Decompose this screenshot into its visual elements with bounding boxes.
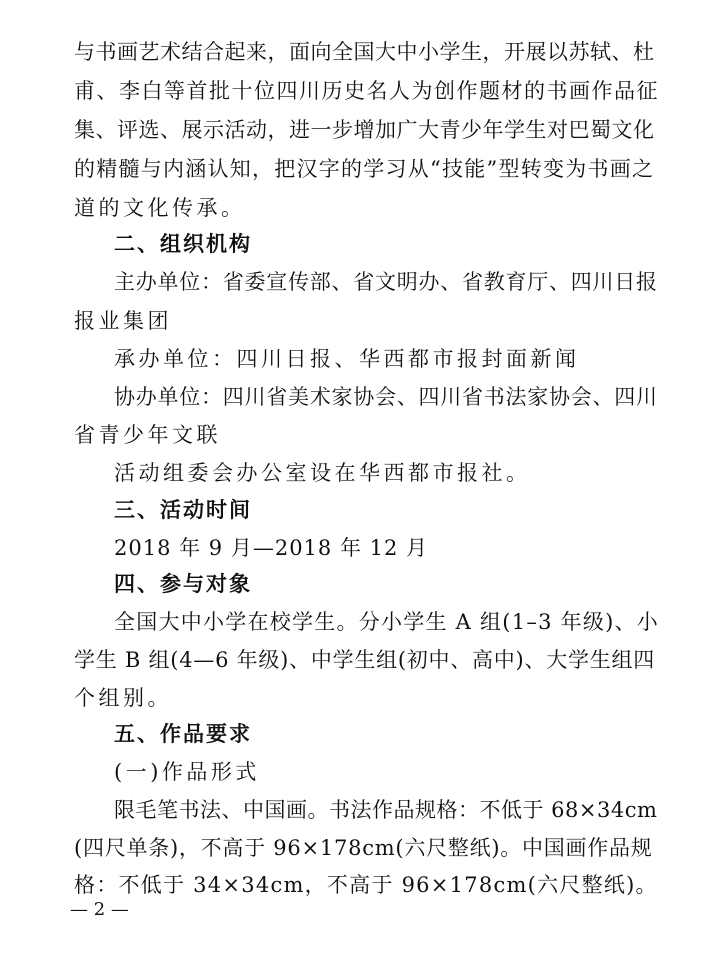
requirements-line-1: 限毛笔书法、中国画。书法作品规格：不低于 68×34cm xyxy=(114,798,658,822)
requirements-line-2: (四尺单条)，不高于 96×178cm(六尺整纸)。中国画作品规 xyxy=(74,836,653,860)
host-line-2: 报业集团 xyxy=(74,309,172,333)
co-organizer-line-2: 省青少年文联 xyxy=(74,423,221,447)
office-line: 活动组委会办公室设在华西都市报社。 xyxy=(114,461,531,485)
participants-line-3: 个组别。 xyxy=(74,686,172,710)
intro-line-2: 甫、李白等首批十位四川历史名人为创作题材的书画作品征 xyxy=(74,79,659,103)
co-organizer-line-1: 协办单位：四川省美术家协会、四川省书法家协会、四川 xyxy=(114,385,658,409)
intro-line-5: 道的文化传承。 xyxy=(74,196,246,220)
section-heading-participants: 四、参与对象 xyxy=(114,572,252,596)
section-heading-time: 三、活动时间 xyxy=(114,498,252,522)
intro-line-4: 的精髓与内涵认知，把汉字的学习从“技能”型转变为书画之 xyxy=(74,157,655,181)
participants-line-2: 学生 B 组(4—6 年级)、中学生组(初中、高中)、大学生组四 xyxy=(74,648,655,672)
subsection-form: (一)作品形式 xyxy=(114,760,260,784)
participants-line-1: 全国大中小学在校学生。分小学生 A 组(1–3 年级)、小 xyxy=(114,610,660,634)
time-range: 2018 年 9 月—2018 年 12 月 xyxy=(114,536,429,560)
page-number: — 2 — xyxy=(70,899,129,920)
section-heading-requirements: 五、作品要求 xyxy=(114,722,252,746)
requirements-line-3: 格：不低于 34×34cm，不高于 96×178cm(六尺整纸)。 xyxy=(74,873,658,897)
intro-line-3: 集、评选、展示活动，进一步增加广大青少年学生对巴蜀文化 xyxy=(74,118,655,142)
organizer-line: 承办单位：四川日报、华西都市报封面新闻 xyxy=(114,347,580,371)
section-heading-organization: 二、组织机构 xyxy=(114,232,252,256)
host-line-1: 主办单位：省委宣传部、省文明办、省教育厅、四川日报 xyxy=(114,270,658,294)
intro-line-1: 与书画艺术结合起来，面向全国大中小学生，开展以苏轼、杜 xyxy=(74,40,655,64)
